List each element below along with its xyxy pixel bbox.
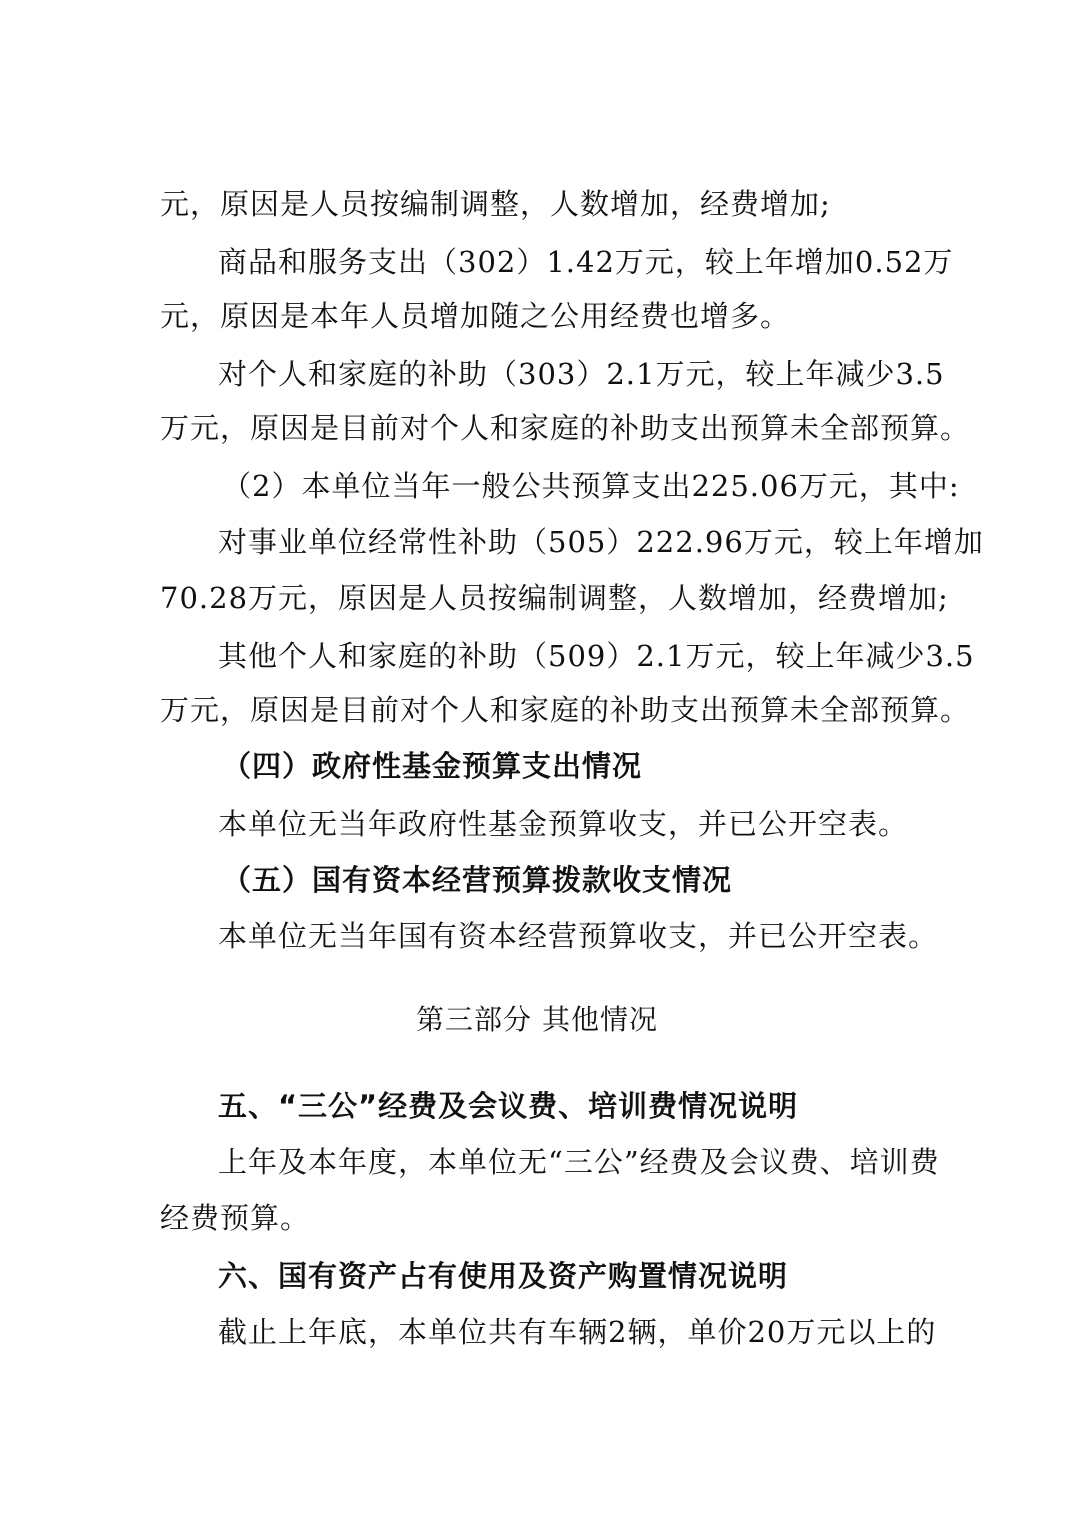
paragraph-line: 本单位无当年国有资本经营预算收支，并已公开空表。 bbox=[218, 919, 939, 953]
part-title: 第三部分 其他情况 bbox=[416, 1003, 658, 1036]
paragraph-line: 对个人和家庭的补助（303）2.1万元，较上年减少3.5 bbox=[218, 357, 945, 391]
paragraph-line: 本单位无当年政府性基金预算收支，并已公开空表。 bbox=[218, 807, 909, 841]
paragraph-line: 元，原因是人员按编制调整，人数增加，经费增加; bbox=[160, 187, 831, 221]
paragraph-line: （2）本单位当年一般公共预算支出225.06万元，其中: bbox=[222, 469, 960, 503]
paragraph-line: 其他个人和家庭的补助（509）2.1万元，较上年减少3.5 bbox=[218, 639, 975, 673]
section-heading: 六、国有资产占有使用及资产购置情况说明 bbox=[218, 1259, 789, 1293]
paragraph-line: 70.28万元，原因是人员按编制调整，人数增加，经费增加; bbox=[160, 581, 949, 615]
paragraph-line: 万元，原因是目前对个人和家庭的补助支出预算未全部预算。 bbox=[160, 411, 971, 445]
paragraph-line: 万元，原因是目前对个人和家庭的补助支出预算未全部预算。 bbox=[160, 693, 971, 727]
paragraph-line: 经费预算。 bbox=[160, 1201, 311, 1235]
paragraph-line: 商品和服务支出（302）1.42万元，较上年增加0.52万 bbox=[218, 245, 954, 279]
section-heading: 五、“三公”经费及会议费、培训费情况说明 bbox=[218, 1089, 799, 1123]
paragraph-line: 对事业单位经常性补助（505）222.96万元，较上年增加 bbox=[218, 525, 984, 559]
section-heading: （四）政府性基金预算支出情况 bbox=[222, 749, 643, 783]
section-heading: （五）国有资本经营预算拨款收支情况 bbox=[222, 863, 733, 897]
paragraph-line: 元，原因是本年人员增加随之公用经费也增多。 bbox=[160, 299, 791, 333]
paragraph-line: 截止上年底，本单位共有车辆2辆，单价20万元以上的 bbox=[218, 1315, 937, 1349]
paragraph-line: 上年及本年度，本单位无“三公”经费及会议费、培训费 bbox=[218, 1145, 940, 1179]
